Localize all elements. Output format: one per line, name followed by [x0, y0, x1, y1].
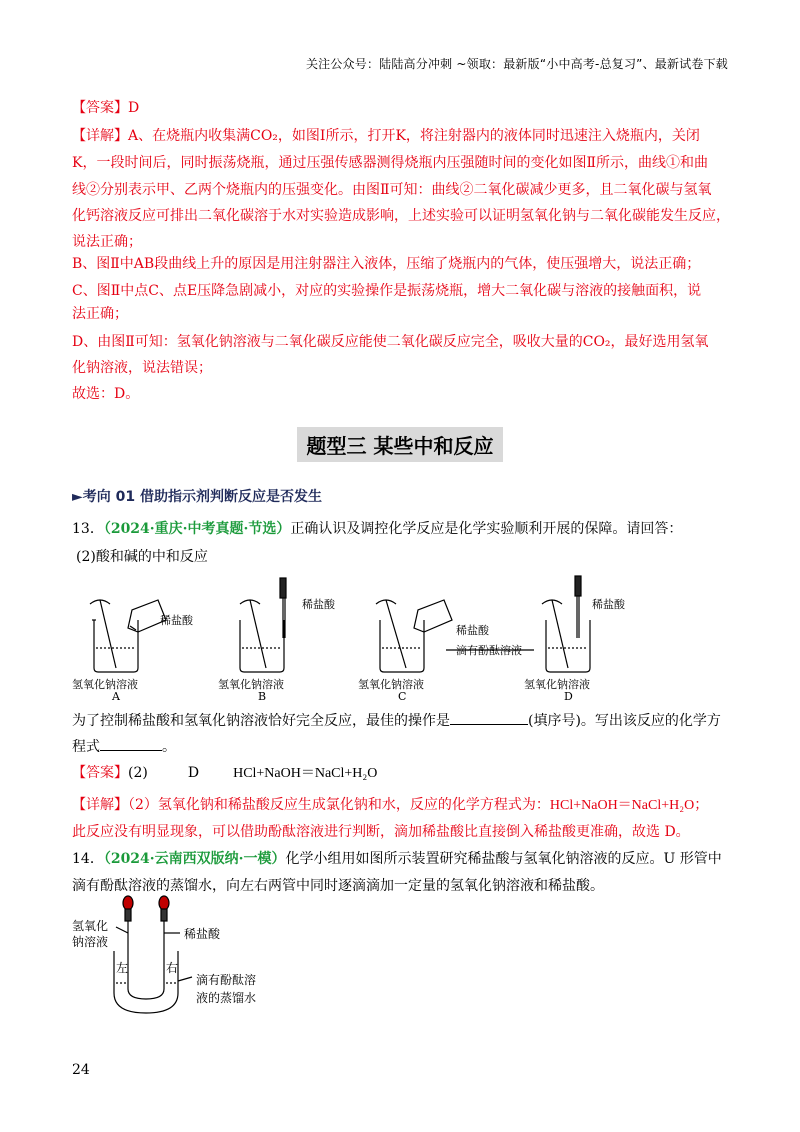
question-13-detail-1: 【详解】（2）氢氧化钠和稀盐酸反应生成氯化钠和水，反应的化学方程式为：HCl+NaOH＝NaCl+H₂O； — [72, 797, 709, 813]
question-13-stem: 13．（2024·重庆·中考真题·节选）正确认识及调控化学反应是化学实验顺利开展的保障。请回答： — [72, 521, 683, 537]
detail-line-11: 故选：D。 — [72, 386, 140, 402]
detail-line-1: 【详解】A、在烧瓶内收集满CO₂，如图Ⅰ所示，打开K，将注射器内的液体同时迅速注入烧瓶内，关闭 — [72, 128, 700, 144]
question-14-stem-1: 14．（2024·云南西双版纳·一模）化学小组用如图所示装置研究稀盐酸与氢氧化钠溶液的反应。U 形管中 — [72, 851, 722, 867]
label-b: B — [258, 690, 267, 703]
figure-13-apparatus — [72, 568, 632, 703]
detail-line-2: K，一段时间后，同时振荡烧瓶，通过压强传感器测得烧瓶内压强随时间的变化如图Ⅱ所示，曲线①和曲 — [72, 155, 708, 171]
question-14-stem-2: 滴有酚酞溶液的蒸馏水，向左右两管中同时逐滴滴加一定量的氢氧化钠溶液和稀盐酸。 — [72, 878, 604, 894]
label-hcl: 稀盐酸 — [184, 927, 221, 941]
beaker-c — [376, 600, 452, 672]
detail-line-10: 化钠溶液，说法错误； — [72, 360, 212, 376]
detail-line-7: C、图Ⅱ中点C、点E压降急剧减小，对应的实验操作是振荡烧瓶，增大二氧化碳与溶液的接触面积，说 — [72, 283, 702, 299]
label-acid-c: 稀盐酸 — [456, 624, 489, 637]
detail-line-4: 化钙溶液反应可排出二氧化碳溶于水对实验造成影响，上述实验可以证明氢氧化钠与二氧化碳能发生反应， — [72, 208, 730, 224]
question-number: 14． — [72, 851, 104, 867]
label-d: D — [564, 690, 573, 703]
answer-blank-2[interactable] — [100, 736, 162, 751]
question-13-sub: (2)酸和碱的中和反应 — [76, 549, 208, 565]
page-number: 24 — [72, 1062, 90, 1078]
label-acid-d: 稀盐酸 — [592, 598, 625, 611]
question-number: 13． — [72, 521, 104, 537]
answer-label: 【答案】 — [72, 765, 128, 781]
answer-value: D — [128, 100, 140, 116]
label-base-d: 氢氧化钠溶液 — [524, 678, 590, 691]
label-water-2: 液的蒸馏水 — [196, 991, 257, 1005]
answer-label: 【答案】 — [72, 100, 128, 116]
question-13-answer: 【答案】(2) D HCl+NaOH＝NaCl+H₂O — [72, 765, 378, 781]
section-heading: 题型三 某些中和反应 — [0, 427, 800, 462]
beaker-d — [542, 576, 590, 672]
direction-title: ►考向 01 借助指示剂判断反应是否发生 — [72, 489, 323, 505]
beaker-b — [240, 578, 286, 672]
answer-line — [72, 97, 139, 117]
detail-line-6: B、图Ⅱ中AB段曲线上升的原因是用注射器注入液体，压缩了烧瓶内的气体，使压强增大，说法正确； — [72, 256, 701, 272]
figure-14-u-tube — [72, 893, 282, 1015]
label-acid-a: 稀盐酸 — [160, 614, 193, 627]
detail-label: 【详解】 — [72, 797, 128, 813]
page-header: 关注公众号：陆陆高分冲刺 ~领取：最新版“小中高考-总复习”、最新试卷下载 — [305, 57, 728, 71]
question-13-prompt-1: 为了控制稀盐酸和氢氧化钠溶液恰好完全反应，最佳的操作是 (填序号)。写出该反应的化学方 — [72, 710, 721, 730]
label-phenolphthalein: 滴有酚酞溶液 — [456, 644, 522, 657]
label-left: 左 — [116, 961, 129, 975]
question-source: （2024·云南西双版纳·一模） — [103, 851, 286, 867]
question-source: （2024·重庆·中考真题·节选） — [103, 521, 291, 537]
detail-line-8: 法正确； — [72, 306, 128, 322]
detail-line-3: 线②分别表示甲、乙两个烧瓶内的压强变化。由图Ⅱ可知：曲线②二氧化碳减少更多，且二氧化碳与氢氧 — [72, 182, 712, 198]
label-base-a: 氢氧化钠溶液 — [72, 678, 138, 691]
detail-label: 【详解】 — [72, 128, 128, 144]
beaker-a — [90, 600, 166, 672]
label-acid-b: 稀盐酸 — [302, 598, 335, 611]
triangle-marker-icon: ► — [72, 489, 83, 505]
label-naoh-2: 钠溶液 — [72, 935, 109, 949]
detail-line-9: D、由图Ⅱ可知：氢氧化钠溶液与二氧化碳反应能使二氧化碳反应完全，吸收大量的CO₂，最好选用氢氧 — [72, 334, 709, 350]
question-13-prompt-2: 程式 。 — [72, 736, 176, 756]
detail-line-5: 说法正确； — [72, 234, 142, 250]
label-c: C — [398, 690, 407, 703]
label-naoh-1: 氢氧化 — [72, 919, 109, 933]
label-base-b: 氢氧化钠溶液 — [218, 678, 284, 691]
label-water-1: 滴有酚酞溶 — [196, 973, 257, 987]
answer-blank-1[interactable] — [450, 710, 528, 725]
question-13-detail-2: 此反应没有明显现象，可以借助酚酞溶液进行判断，滴加稀盐酸比直接倒入稀盐酸更准确，故选 D。 — [72, 824, 690, 840]
label-a: A — [112, 690, 120, 703]
label-right: 右 — [166, 961, 179, 975]
label-base-c: 氢氧化钠溶液 — [358, 678, 424, 691]
